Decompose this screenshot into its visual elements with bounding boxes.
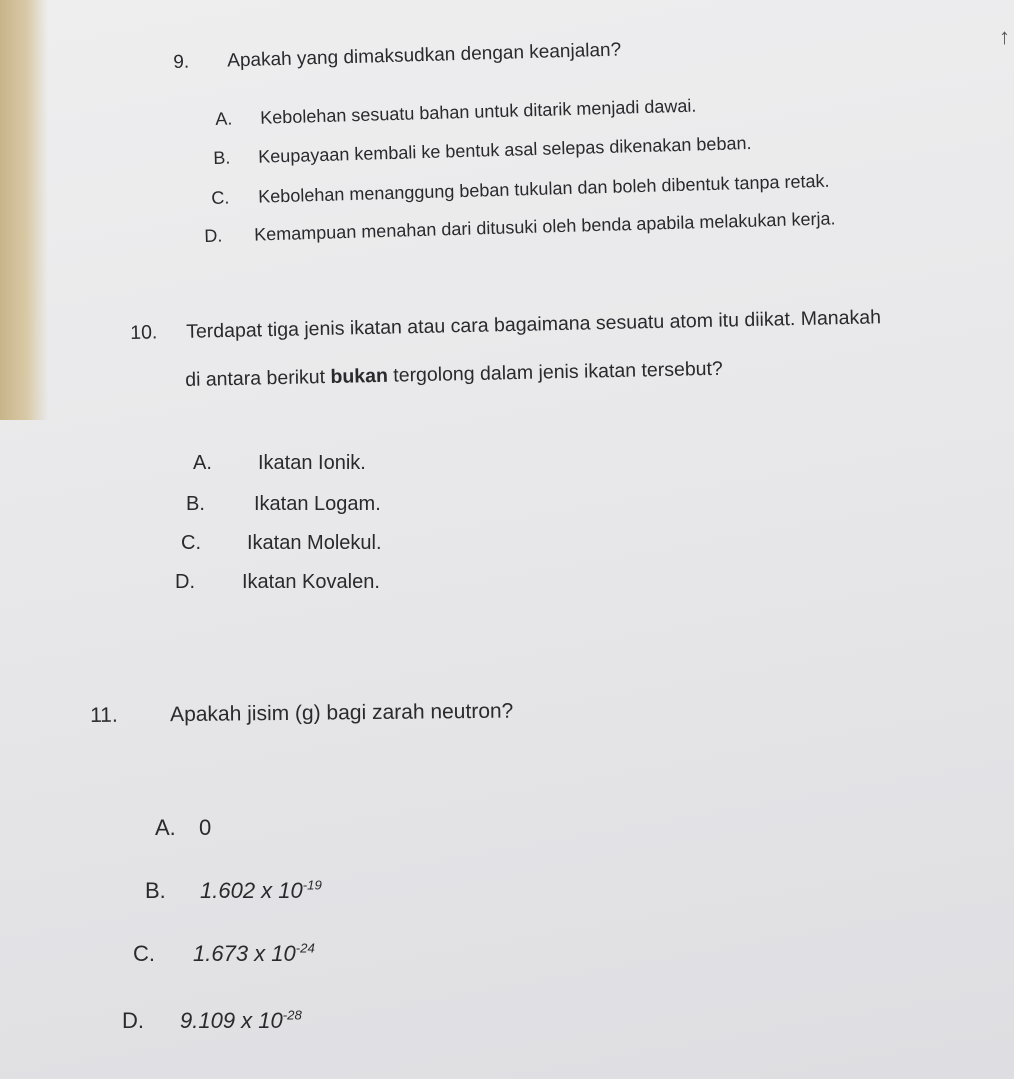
question-stem-line-2-end: tergolong dalam jenis ikatan tersebut? [387, 357, 724, 387]
value-mantissa: 1.673 x 10 [193, 941, 296, 966]
option-letter: A. [193, 452, 212, 474]
option-value [193, 941, 315, 967]
option-letter: A. [215, 108, 233, 129]
option-text: Ikatan Logam. [254, 493, 381, 515]
option-value [180, 1008, 302, 1034]
option-letter: C. [211, 187, 230, 208]
value-mantissa: 9.109 x 10 [180, 1008, 283, 1033]
option-text: Kebolehan sesuatu bahan untuk ditarik menjadi dawai. [259, 95, 697, 128]
question-10-line-2 [185, 358, 723, 392]
value-exponent: -28 [282, 1007, 302, 1023]
question-number: 10. [130, 321, 158, 344]
option-text: Ikatan Ionik. [258, 452, 366, 474]
option-text: Ikatan Kovalen. [242, 571, 380, 593]
value-exponent: -24 [295, 940, 315, 956]
option-text: Keupayaan kembali ke bentuk asal selepas dikenakan beban. [257, 132, 752, 167]
question-number: 11. [90, 703, 118, 727]
option-letter: D. [204, 225, 223, 246]
question-stem-line-1: Terdapat tiga jenis ikatan atau cara bagaimana sesuatu atom itu diikat. Manakah [185, 306, 882, 343]
option-letter: B. [145, 878, 166, 903]
value-exponent: -19 [302, 877, 322, 893]
corner-pen-mark: ↑ [999, 24, 1010, 49]
option-text: Kebolehan menanggung beban tukulan dan boleh dibentuk tanpa retak. [257, 170, 830, 207]
question-stem: Apakah yang dimaksudkan dengan keanjalan? [226, 39, 622, 72]
option-letter: C. [181, 532, 201, 554]
page-edge-shadow [0, 0, 48, 420]
option-letter: B. [213, 147, 231, 168]
option-text: 0 [199, 815, 212, 840]
option-letter: A. [155, 815, 176, 840]
question-number: 9. [173, 51, 190, 73]
option-text: Ikatan Molekul. [247, 532, 382, 554]
option-value [200, 878, 322, 904]
option-letter: D. [175, 571, 195, 593]
option-text: Kemampuan menahan dari ditusuki oleh benda apabila melakukan kerja. [253, 208, 836, 245]
question-stem: Apakah jisim (g) bagi zarah neutron? [169, 699, 514, 727]
option-letter: B. [186, 493, 205, 515]
value-mantissa: 1.602 x 10 [200, 878, 303, 903]
question-stem-line-2-start: di antara berikut [185, 365, 331, 391]
emphasis-word: bukan [330, 364, 389, 388]
option-letter: C. [133, 941, 155, 966]
option-letter: D. [122, 1008, 144, 1033]
